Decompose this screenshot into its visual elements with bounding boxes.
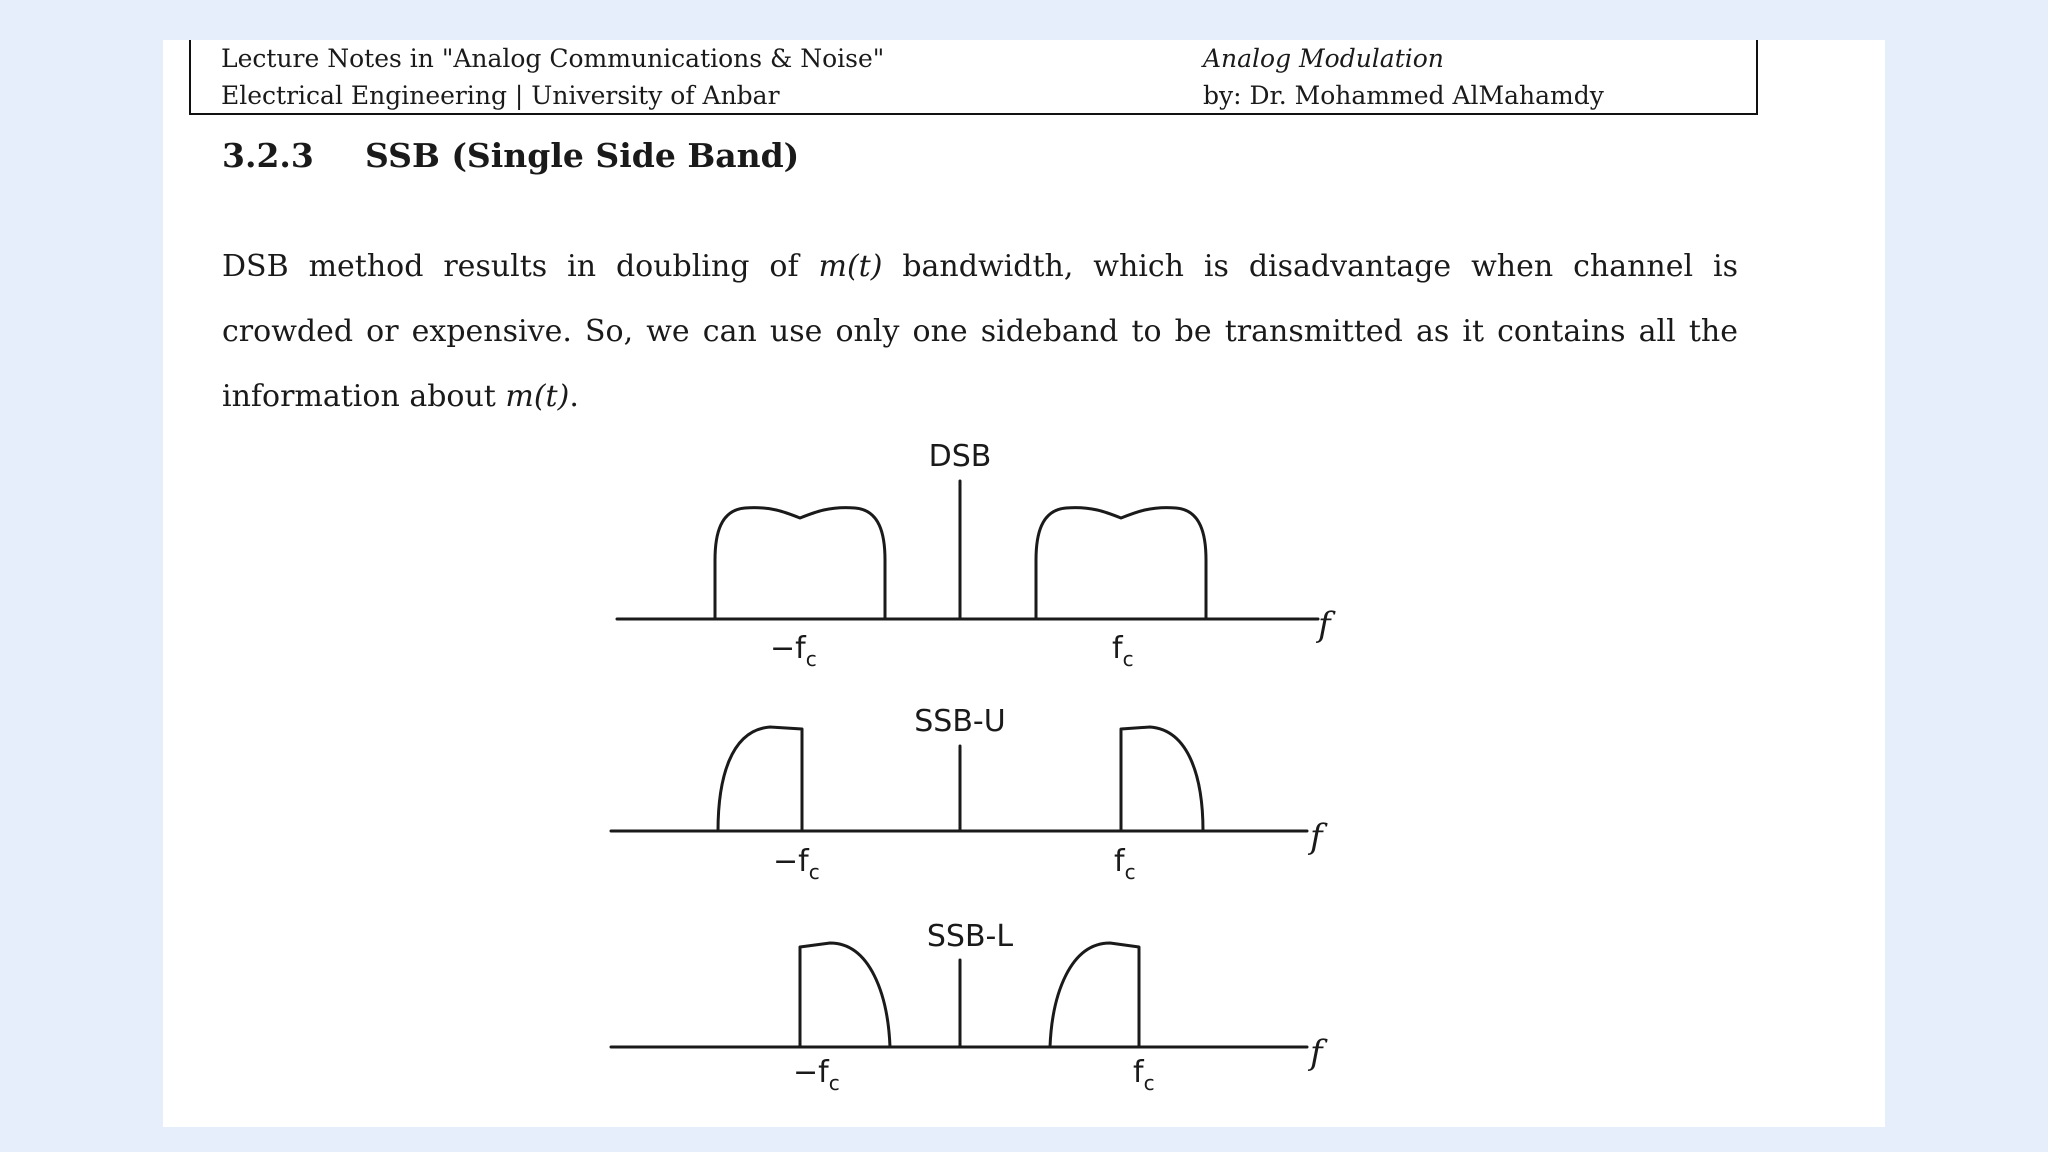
ssb-l-pos-fc-label: $f_c$ xyxy=(1133,1055,1155,1095)
header-author: by: Dr. Mohammed AlMahamdy xyxy=(1203,81,1604,110)
dsb-lower-sideband-lobe xyxy=(715,508,885,619)
ssb-u-positive-sideband xyxy=(1121,727,1203,831)
ssb-l-negative-sideband xyxy=(800,943,890,1047)
dsb-neg-fc-label: $-f_c$ xyxy=(770,631,817,671)
ssb-l-panel xyxy=(611,943,1307,1047)
ssb-u-pos-fc-label: $f_c$ xyxy=(1114,844,1136,884)
section-number: 3.2.3 xyxy=(222,136,314,175)
dsb-pos-fc-label: $f_c$ xyxy=(1112,631,1134,671)
ssb-l-title: SSB-L xyxy=(926,919,1014,954)
ssb-l-positive-sideband xyxy=(1050,943,1139,1047)
ssb-u-panel xyxy=(611,727,1307,831)
header-topic: Analog Modulation xyxy=(1203,44,1444,73)
paragraph-text-2: bandwidth, which is disadvantage when channel is crowded or expensive. So, we can use only one sideband to be transmitted as it contains all the information about xyxy=(222,249,1739,414)
math-m-of-t: m(t) xyxy=(505,379,570,414)
ssb-u-axis-label: f xyxy=(1310,817,1323,857)
ssb-u-neg-fc-label: $-f_c$ xyxy=(773,844,820,884)
header-course: Lecture Notes in "Analog Communications & Noise" xyxy=(221,44,885,73)
paragraph-text-3: . xyxy=(569,379,579,414)
paragraph-text-1: DSB method results in doubling of xyxy=(222,249,819,284)
dsb-upper-sideband-lobe xyxy=(1036,508,1206,619)
ssb-u-negative-sideband xyxy=(718,727,802,831)
header-department: Electrical Engineering | University of Anbar xyxy=(221,81,780,110)
ssb-l-axis-label: f xyxy=(1310,1033,1323,1073)
dsb-axis-label: f xyxy=(1318,605,1331,645)
ssb-l-neg-fc-label: $-f_c$ xyxy=(793,1055,840,1095)
section-title: SSB (Single Side Band) xyxy=(365,136,800,175)
math-m-of-t: m(t) xyxy=(818,249,883,284)
dsb-title: DSB xyxy=(928,439,992,474)
dsb-panel xyxy=(617,481,1318,619)
ssb-u-title: SSB-U xyxy=(914,704,1006,739)
